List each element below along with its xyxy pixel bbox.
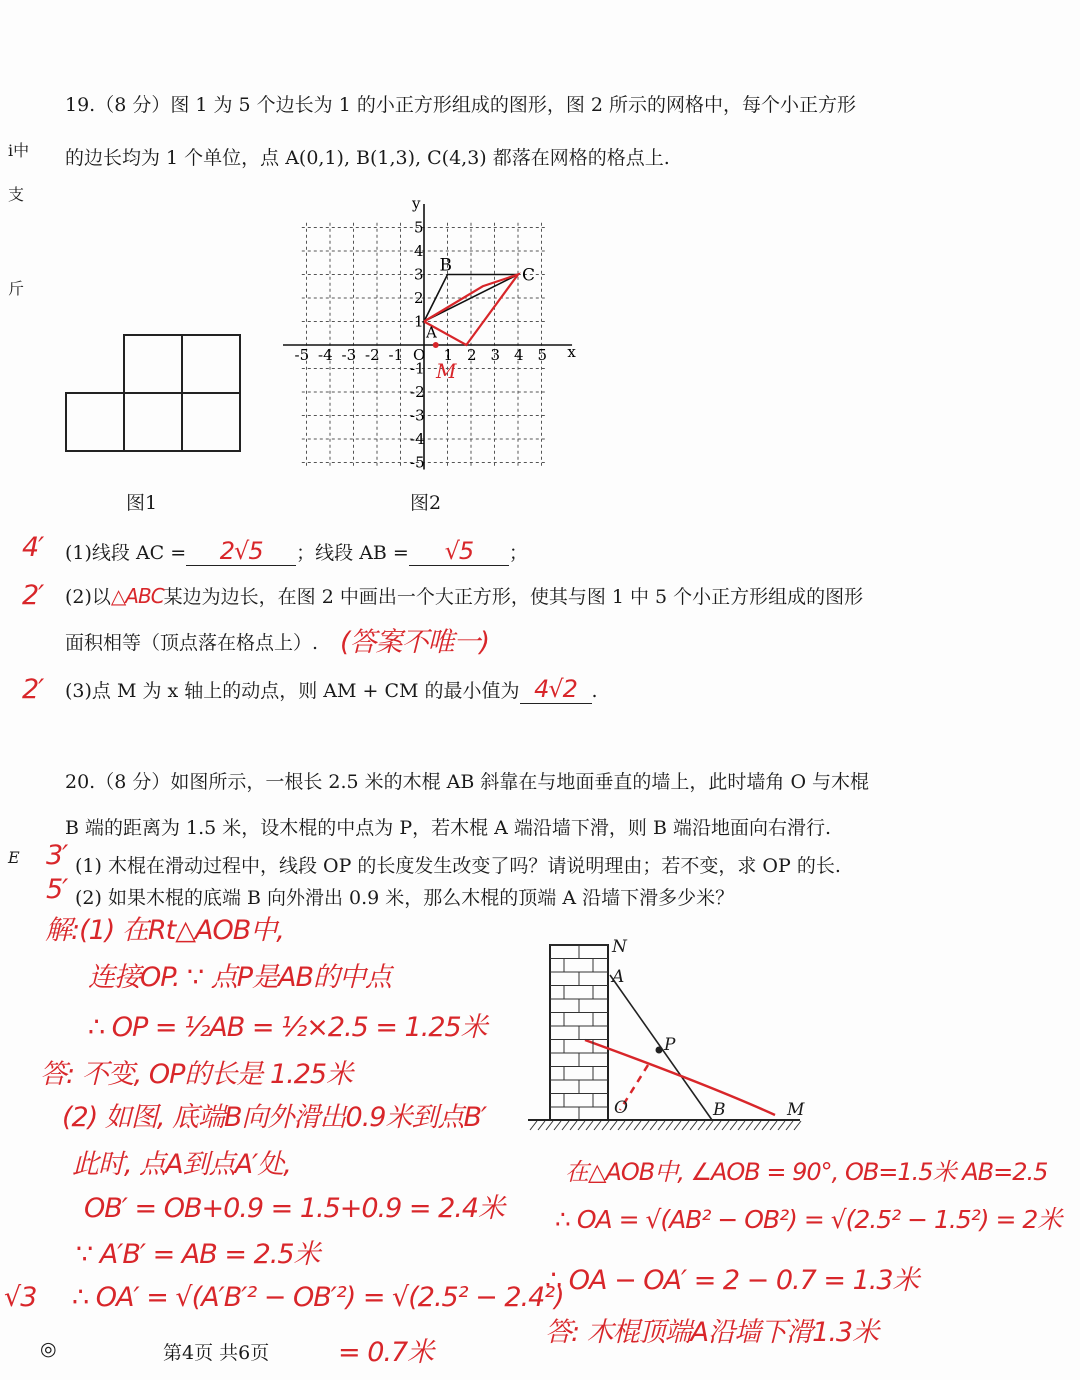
- ground-hatch: [578, 1121, 585, 1130]
- hw-line: ∴ OA′ = √(A′B′² − OB′²) = √(2.5² − 2.4²): [72, 1282, 564, 1313]
- ground-hatch: [714, 1121, 721, 1130]
- hw-line: (2) 如图, 底端B向外滑出0.9米到点B′: [62, 1102, 487, 1133]
- page-number: 第4页 共6页: [163, 1342, 270, 1364]
- q19-part2-cont: 面积相等（顶点落在格点上）.: [65, 632, 319, 654]
- ground-hatch: [570, 1121, 577, 1130]
- hw-line: ∵ A′B′ = AB = 2.5米: [76, 1239, 320, 1270]
- x-tick-label: 1: [443, 346, 454, 364]
- ground-hatch: [530, 1121, 537, 1130]
- ground-hatch: [562, 1121, 569, 1130]
- x-tick-label: 5: [537, 346, 548, 364]
- ground-hatch: [626, 1121, 633, 1130]
- label-o: O: [614, 1098, 628, 1118]
- hw-line: OB′ = OB+0.9 = 1.5+0.9 = 2.4米: [84, 1193, 505, 1224]
- hw-line: 答: 不变, OP的长是 1.25米: [40, 1059, 353, 1090]
- ground-hatch: [650, 1121, 657, 1130]
- hw-line: 此时, 点A到点A′处,: [72, 1149, 291, 1180]
- ground-hatch: [754, 1121, 761, 1130]
- ground-hatch: [546, 1121, 553, 1130]
- q19-line2: 的边长均为 1 个单位，点 A(0,1), B(1,3), C(4,3) 都落在网格的格点上.: [65, 147, 670, 169]
- fig2-caption: 图2: [410, 492, 442, 514]
- point-b-label: B: [439, 255, 452, 276]
- x-tick-label: 4: [514, 346, 524, 364]
- footer-mark: ◎: [40, 1338, 57, 1360]
- ground-hatch: [618, 1121, 625, 1130]
- ground-hatch: [538, 1121, 545, 1130]
- label-p: P: [664, 1035, 676, 1055]
- margin-char: i中: [8, 141, 30, 160]
- hw-line: 答: 木棍顶端A沿墙下滑1.3米: [545, 1317, 879, 1348]
- answer-ab: √5: [444, 537, 474, 565]
- hw-line: ∴ OP = ½AB = ½×2.5 = 1.25米: [88, 1012, 487, 1043]
- x-tick-label: -2: [365, 346, 380, 364]
- ground-hatch: [706, 1121, 713, 1130]
- figure1: [66, 335, 240, 451]
- label-n: N: [612, 937, 627, 957]
- answer-min: 4√2: [534, 675, 577, 703]
- q20-line2: B 端的距离为 1.5 米，设木棍的中点为 P，若木棍 A 端沿墙下滑，则 B 端沿地面向右滑行.: [65, 817, 832, 839]
- y-tick-label: 2: [414, 289, 424, 307]
- ground-hatch: [762, 1121, 769, 1130]
- x-tick-label: 2: [467, 346, 477, 364]
- q20-part1: (1) 木棍在滑动过程中，线段 OP 的长度发生改变了吗？请说明理由；若不变，求 OP 的长.: [75, 855, 841, 877]
- hw-line: √3: [4, 1282, 37, 1313]
- x-tick-label: -3: [341, 346, 357, 364]
- ground-hatch: [658, 1121, 665, 1130]
- hw-line: = 0.7米: [338, 1337, 434, 1368]
- ground-hatch: [586, 1121, 593, 1130]
- ground-hatch: [610, 1121, 617, 1130]
- ground-hatch: [746, 1121, 753, 1130]
- ground-hatch: [642, 1121, 649, 1130]
- y-tick-label: -5: [410, 453, 425, 472]
- x-tick-label: 3: [490, 346, 501, 364]
- score-mark: 2′: [22, 580, 44, 611]
- ground-hatch: [666, 1121, 673, 1130]
- hw-line: 连接OP. ∵ 点P是AB的中点: [88, 962, 392, 993]
- x-tick-label: -1: [388, 346, 404, 364]
- y-tick-label: -2: [410, 383, 425, 401]
- ground-hatch: [794, 1121, 801, 1130]
- x-tick-label: -4: [318, 346, 333, 364]
- hw-line: ∴ OA − OA′ = 2 − 0.7 = 1.3米: [545, 1265, 919, 1296]
- fig1-caption: 图1: [126, 492, 158, 514]
- score-mark: 3′: [46, 840, 68, 871]
- ground-hatch: [770, 1121, 777, 1130]
- point-m-label: M: [436, 359, 457, 383]
- origin-label: O: [413, 346, 426, 364]
- ground-hatch: [690, 1121, 697, 1130]
- q19-part2: (2)以△ABC某边为边长，在图 2 中画出一个大正方形，使其与图 1 中 5 个小正方形组成的图形: [65, 584, 864, 608]
- ground-hatch: [738, 1121, 745, 1130]
- ground-hatch: [594, 1121, 601, 1130]
- y-tick-label: -3: [410, 406, 425, 425]
- y-tick-label: -1: [410, 359, 425, 378]
- ground-hatch: [554, 1121, 561, 1130]
- ground-hatch: [698, 1121, 705, 1130]
- point-m: [433, 342, 439, 348]
- y-tick-label: 4: [414, 242, 424, 260]
- ground-hatch: [778, 1121, 785, 1130]
- score-mark: 4′: [22, 532, 44, 563]
- q19-part1: (1)线段 AC = 2√5 ；线段 AB = √5 ；: [65, 537, 528, 565]
- hw-line: ∴ OA = √(AB² − OB²) = √(2.5² − 1.5²) = 2米: [555, 1205, 1062, 1234]
- y-tick-label: 5: [414, 218, 424, 237]
- ground-hatch: [674, 1121, 681, 1130]
- x-tick-label: -5: [294, 346, 310, 364]
- handwritten-note: (答案不唯一): [340, 627, 490, 658]
- y-tick-label: 3: [414, 265, 424, 284]
- hw-line: 在△AOB中, ∠AOB = 90°, OB=1.5米 AB=2.5: [565, 1158, 1048, 1186]
- ground-hatch: [786, 1121, 793, 1130]
- y-tick-label: 1: [414, 312, 424, 331]
- margin-char: 支: [8, 185, 25, 204]
- score-mark: 5′: [46, 874, 68, 905]
- point-c-label: C: [522, 265, 536, 286]
- ground-hatch: [722, 1121, 729, 1130]
- ground-hatch: [602, 1121, 609, 1130]
- answer-ac: 2√5: [219, 537, 263, 565]
- label-a: A: [612, 967, 625, 987]
- margin-char: 斤: [8, 279, 25, 298]
- q20-line1: 20.（8 分）如图所示，一根长 2.5 米的木棍 AB 斜靠在与地面垂直的墙上，此时墙角 O 与木棍: [65, 771, 870, 793]
- ground-hatch: [634, 1121, 641, 1130]
- hw-line: 解:(1) 在Rt△AOB中,: [45, 915, 284, 946]
- score-mark: 2′: [22, 674, 44, 705]
- label-m: M: [787, 1100, 805, 1120]
- point-a-label: A: [426, 323, 437, 342]
- ground-hatch: [682, 1121, 689, 1130]
- figure2-grid: [283, 195, 576, 472]
- label-b: B: [713, 1100, 726, 1120]
- y-tick-label: -4: [410, 430, 425, 448]
- y-axis-label: y: [412, 194, 421, 213]
- q20-part2: (2) 如果木棍的底端 B 向外滑出 0.9 米，那么木棍的顶端 A 沿墙下滑多少米？: [75, 887, 735, 909]
- q19-line1: 19.（8 分）图 1 为 5 个边长为 1 的小正方形组成的图形，图 2 所示的网格中，每个小正方形: [65, 94, 857, 116]
- ground-hatch: [730, 1121, 737, 1130]
- q19-part3: (3)点 M 为 x 轴上的动点，则 AM + CM 的最小值为 4√2 .: [65, 675, 598, 703]
- margin-char: E: [8, 848, 20, 867]
- x-axis-label: x: [567, 343, 576, 361]
